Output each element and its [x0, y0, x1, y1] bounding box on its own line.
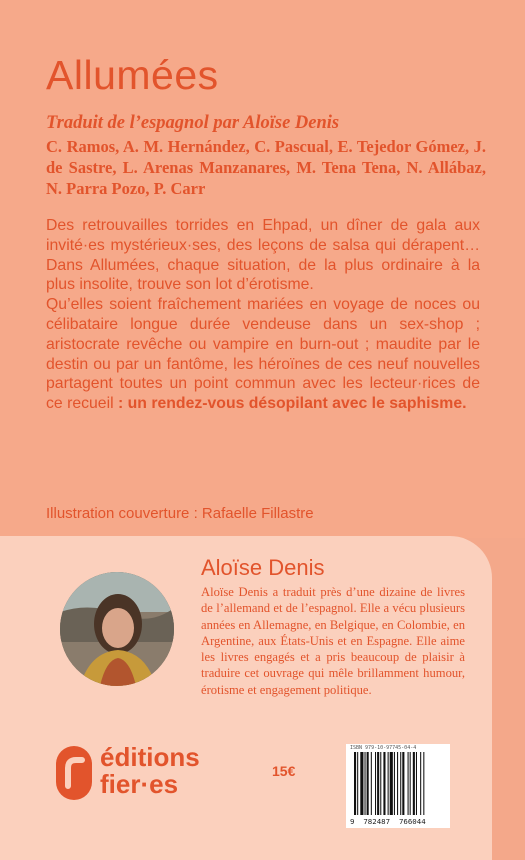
synopsis-paragraph-1: Des retrouvailles torrides en Ehpad, un dîner de gala aux invité·es mystérieux·ses, des leçons de salsa qui dérapent… Dans Allumées, chaque situation, de la plus ordinaire à la plus insolite, trouve son lot d’érotisme.: [46, 217, 480, 294]
barcode-bar: [367, 752, 369, 815]
publisher-line-2: fier·es: [100, 769, 179, 799]
barcode: [346, 744, 450, 828]
barcode-bar: [360, 752, 363, 815]
barcode-bar: [365, 752, 366, 815]
barcode-bar: [390, 752, 393, 815]
barcode-bar: [397, 752, 398, 815]
barcode-bar: [394, 752, 395, 815]
barcode-bar: [354, 752, 356, 815]
barcode-bar: [416, 752, 417, 815]
synopsis-highlight: : un rendez-vous désopilant avec le saphisme.: [118, 395, 467, 413]
authors-list: C. Ramos, A. M. Hernández, C. Pascual, E. Tejedor Gómez, J. de Sastre, L. Arenas Manzanares, M. Tena Tena, N. Allábaz, N. Parra Pozo, P. Carr: [46, 137, 486, 198]
barcode-bar: [375, 752, 376, 815]
barcode-bar: [402, 752, 404, 815]
publisher-logo-icon: [56, 746, 92, 800]
barcode-bar: [413, 752, 415, 815]
barcode-digits: 9 782487 766044: [350, 817, 426, 826]
barcode-bar: [380, 752, 381, 815]
barcode-bar: [388, 752, 389, 815]
barcode-bar: [410, 752, 411, 815]
translator-photo: [60, 572, 174, 686]
publisher-line-1: éditions: [100, 742, 200, 772]
barcode-isbn: ISBN 979-10-97745-04-4: [350, 745, 417, 751]
barcode-bars: [346, 744, 450, 828]
barcode-bar: [423, 752, 424, 815]
synopsis-paragraph-2: [46, 295, 480, 414]
price: 15€: [272, 763, 296, 779]
barcode-bar: [400, 752, 401, 815]
barcode-bar: [371, 752, 372, 815]
illustration-credit: Illustration couverture : Rafaelle Fillastre: [46, 505, 314, 522]
publisher-name: [100, 744, 200, 798]
synopsis: [46, 216, 480, 414]
synopsis-paragraph-2-text: Qu’elles soient fraîchement mariées en voyage de noces ou célibataire longue durée vendeuse dans un sex-shop ; aristocrate revêche ou vampire en burn-out ; maudite par le destin ou par un fantôme, les héroïnes de ces neuf nouvelles partagent toutes un point commun avec les lecteur·rices de ce recueil: [46, 296, 480, 413]
barcode-bar: [377, 752, 379, 815]
barcode-bar: [420, 752, 421, 815]
barcode-bar: [357, 752, 358, 815]
barcode-bar: [408, 752, 409, 815]
bio-text: Aloïse Denis a traduit près d’une dizaine de livres de l’allemand et de l’espagnol. Elle a vécu plusieurs années en Allemagne, en Belgique, en Colombie, en Argentine, aux États-Unis et en Espagne. Elle aime les livres engagés et a pris beaucoup de plaisir à traduire cet ouvrage qui mêle brillamment humour, érotisme et engagement politique.: [201, 585, 465, 697]
book-title: Allumées: [46, 52, 219, 98]
barcode-bar: [383, 752, 385, 815]
translator-line: Traduit de l’espagnol par Aloïse Denis: [46, 113, 340, 133]
bio-name: Aloïse Denis: [201, 555, 325, 580]
